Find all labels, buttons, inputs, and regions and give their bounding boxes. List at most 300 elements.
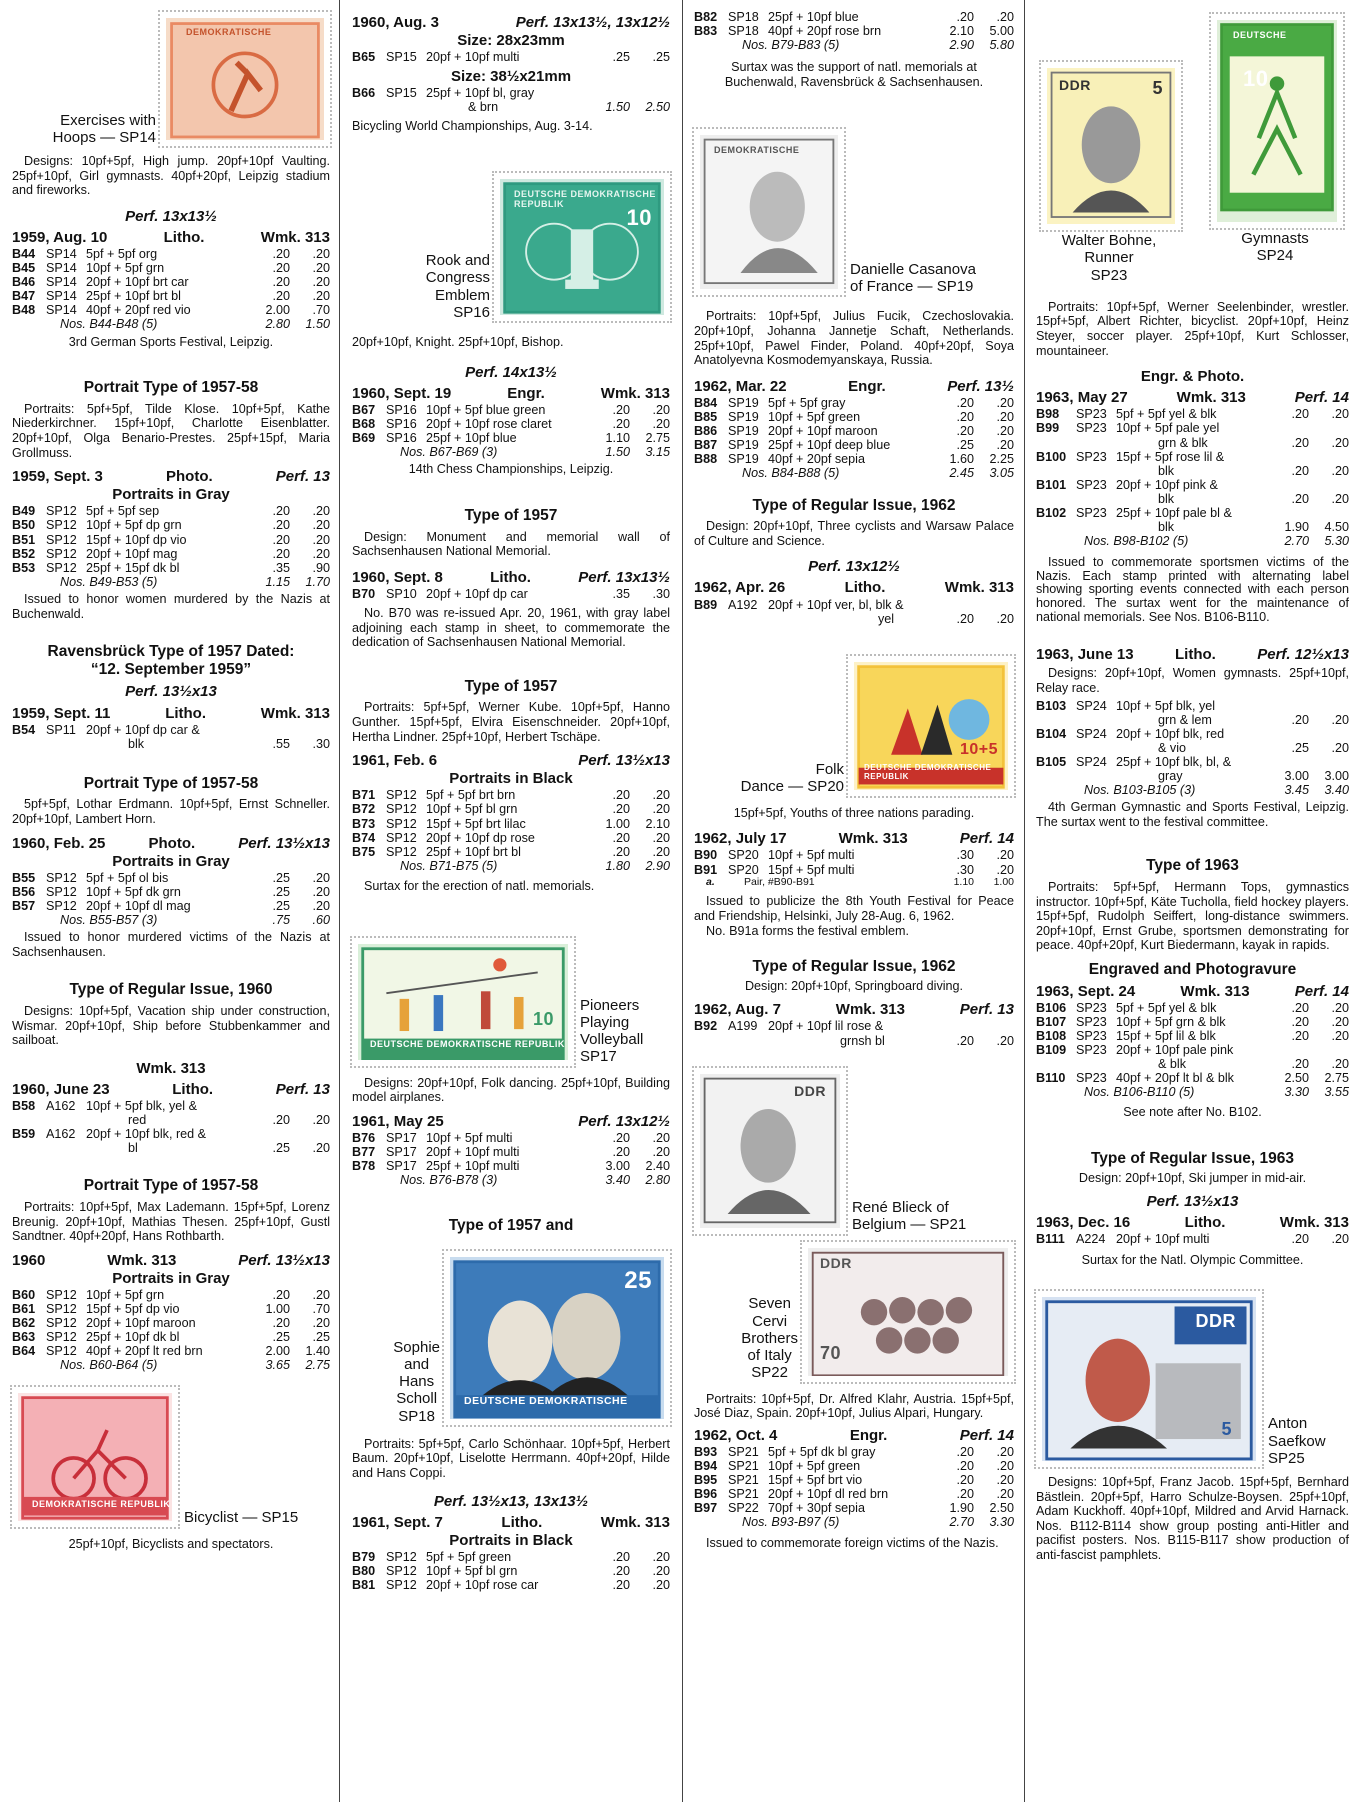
listing-row bbox=[1036, 478, 1349, 506]
portraits-text: Portraits: 5pf+5pf, Tilde Klose. 10pf+5pf, Kathe Niederkirchner. 15pf+10pf, Charlotte Eisenblatter. 20pf+10pf, Olga Benario-Prestes. 25pf+15pf, Maria Grollmuss. bbox=[12, 401, 330, 460]
issue-heading: 1963, May 27 Wmk. 313 Perf. 14 bbox=[1036, 389, 1349, 407]
listing-row bbox=[694, 1473, 1014, 1487]
listing-table bbox=[12, 1288, 330, 1358]
cell-v: .25 bbox=[1291, 740, 1309, 755]
listing-table bbox=[1036, 699, 1349, 784]
issue-heading: 1962, Apr. 26 Litho. Wmk. 313 bbox=[694, 579, 1014, 597]
stamp-image-sp17 bbox=[352, 938, 574, 1066]
stamp-text: DDR bbox=[1059, 77, 1091, 93]
cell-d: 40pf + 20pf rose brn bbox=[768, 24, 882, 39]
listing-row bbox=[694, 396, 1014, 410]
cell-v: .30 bbox=[956, 848, 974, 863]
cell-u: 2.25 bbox=[989, 452, 1014, 467]
cell-u: 2.40 bbox=[645, 1158, 670, 1173]
cell-v: .20 bbox=[956, 1444, 974, 1459]
column-4 bbox=[1036, 10, 1349, 1796]
cell-d: 40pf + 20pf sepia bbox=[768, 452, 865, 467]
listing-row: B65 SP15 20pf + 10pf multi .25 .25 bbox=[352, 50, 670, 65]
listing-row bbox=[352, 1578, 670, 1592]
cell-t: SP23 bbox=[1076, 477, 1107, 492]
figure-sp14 bbox=[12, 12, 330, 146]
designs-text: 15pf+5pf, Youths of three nations parading. bbox=[733, 805, 975, 820]
cell-t: SP23 bbox=[1076, 1071, 1107, 1086]
listing-row bbox=[694, 424, 1014, 438]
cell-d: 10pf + 5pf green bbox=[768, 410, 861, 425]
stamp-image-sp23 bbox=[1041, 62, 1181, 230]
cell-n: B52 bbox=[12, 546, 36, 561]
cell-u: .20 bbox=[996, 424, 1014, 439]
cell-d: 5pf + 5pf yel & blk bbox=[1116, 407, 1217, 422]
cell-n: B79 bbox=[352, 1549, 376, 1564]
cell-d: 25pf + 10pf blue bbox=[426, 431, 517, 446]
cell-d: 20pf + 10pf brt car bbox=[86, 275, 189, 290]
cell-n: B101 bbox=[1036, 477, 1067, 492]
perf-heading: Perf. 13½x13, 13x13½ bbox=[433, 1492, 589, 1510]
cell-d: 10pf + 5pf multi bbox=[426, 1130, 513, 1145]
cell-t: SP12 bbox=[386, 830, 417, 845]
cell-u: .20 bbox=[1331, 712, 1349, 727]
cell-d: 25pf + 10pf blk, bl, & bbox=[1116, 754, 1232, 769]
listing-row bbox=[352, 403, 670, 417]
cell-t: SP12 bbox=[46, 1316, 77, 1331]
issue-heading: 1959, Sept. 3 Photo. Perf. 13 bbox=[12, 468, 330, 486]
figure-sp18 bbox=[352, 1251, 670, 1425]
cell-n: B84 bbox=[694, 395, 718, 410]
cell-v: .20 bbox=[1291, 712, 1309, 727]
cell-n: B49 bbox=[12, 504, 36, 519]
portraits-text: Portraits: 10pf+5pf, Dr. Alfred Klahr, Austria. 15pf+5pf, José Diaz, Spain. 20pf+10pf, Julius Alpari, Hungary. bbox=[694, 1391, 1014, 1421]
cell-u: .20 bbox=[1331, 1014, 1349, 1029]
listing-table bbox=[12, 247, 330, 317]
section-heading: Type of Regular Issue, 1962 bbox=[752, 958, 956, 976]
cell-u: .20 bbox=[652, 402, 670, 417]
subheading: Portraits in Black bbox=[449, 1531, 573, 1549]
listing-row bbox=[1036, 755, 1349, 783]
cell-v: .20 bbox=[272, 275, 290, 290]
cell-v: .20 bbox=[612, 830, 630, 845]
issue-note: Issued to commemorate foreign victims of the Nazis. bbox=[706, 1535, 999, 1550]
cell-v: .20 bbox=[1291, 1014, 1309, 1029]
cell-v: .20 bbox=[612, 417, 630, 432]
cell-t: A162 bbox=[46, 1099, 76, 1113]
figure-caption: Pioneers Playing Volleyball SP17 bbox=[580, 996, 644, 1066]
cell-d: 20pf + 10pf rose car bbox=[426, 1578, 539, 1593]
cell-n: B63 bbox=[12, 1330, 36, 1345]
cell-d: 10pf + 5pf bl grn bbox=[426, 802, 518, 817]
cell-u: .20 bbox=[1331, 407, 1349, 422]
cell-d: 25pf + 10pf multi bbox=[426, 1158, 520, 1173]
listing-row bbox=[12, 261, 330, 275]
designs-text: Designs: 20pf+10pf, Women gymnasts. 25pf+10pf, Relay race. bbox=[1036, 666, 1349, 695]
cell-v: .20 bbox=[1291, 1057, 1309, 1072]
stamp-value: 10 bbox=[626, 205, 652, 231]
issue-note: 4th German Gymnastic and Sports Festival, Leipzig. The surtax went to the festival committee. bbox=[1036, 800, 1349, 829]
stamp-text: DEUTSCHE DEMOKRATISCHE REPUBLIK bbox=[864, 762, 992, 781]
listing-row bbox=[352, 1131, 670, 1145]
cell-t: SP18 bbox=[728, 10, 759, 24]
cell-u: .90 bbox=[312, 560, 330, 575]
column-1 bbox=[12, 10, 330, 1796]
listing-row bbox=[12, 871, 330, 885]
total-row: Nos. B60-B64 (5) 3.65 2.75 bbox=[60, 1358, 330, 1373]
cell-d: 5pf + 5pf brt brn bbox=[426, 788, 516, 803]
listing-table bbox=[352, 788, 670, 858]
listing-row bbox=[352, 1159, 670, 1173]
cell-n: B93 bbox=[694, 1444, 718, 1459]
issue-heading: 1961, May 25 Perf. 13x12½ bbox=[352, 1112, 670, 1130]
cell-d: 10pf + 5pf blk, yel & bbox=[86, 1099, 197, 1113]
cell-n: B98 bbox=[1036, 407, 1060, 422]
cell-t: SP12 bbox=[46, 546, 77, 561]
cell-v: .20 bbox=[612, 844, 630, 859]
designs-text: Design: 20pf+10pf, Springboard diving. bbox=[744, 978, 964, 993]
cell-t: SP23 bbox=[1076, 1028, 1107, 1043]
designs-text: 25pf+10pf, Bicyclists and spectators. bbox=[68, 1536, 274, 1551]
listing-row bbox=[1036, 1029, 1349, 1043]
stamp-text: DDR bbox=[794, 1082, 826, 1099]
issue-heading: 1963, June 13 Litho. Perf. 12½x13 bbox=[1036, 646, 1349, 664]
listing-row bbox=[12, 1099, 330, 1127]
cell-n: B97 bbox=[694, 1501, 718, 1516]
listing-row bbox=[694, 1487, 1014, 1501]
cell-v: .20 bbox=[1291, 435, 1309, 450]
cell-t: SP12 bbox=[46, 870, 77, 885]
total-row: Nos. B76-B78 (3) 3.40 2.80 bbox=[400, 1173, 670, 1188]
issue-note: Surtax for the Natl. Olympic Committee. bbox=[1081, 1252, 1304, 1267]
cell-t: SP23 bbox=[1076, 505, 1107, 520]
cell-d: 20pf + 10pf dl red brn bbox=[768, 1487, 889, 1502]
listing-row bbox=[352, 845, 670, 859]
cell-v: 1.90 bbox=[949, 1501, 974, 1516]
figure-caption: Sophie and Hans Scholl SP18 bbox=[393, 1338, 440, 1425]
designs-text: Designs: 10pf+5pf, High jump. 20pf+10pf Vaulting. 25pf+10pf, Girl gymnasts. 40pf+20pf, Leipzig stadium and fireworks. bbox=[12, 154, 330, 198]
listing-row bbox=[352, 1550, 670, 1564]
stamp-text: DEMOKRATISCHE bbox=[186, 27, 272, 37]
figure-row-sp23-sp24 bbox=[1036, 10, 1349, 284]
cell-t: SP12 bbox=[46, 532, 77, 547]
cell-u: .20 bbox=[312, 504, 330, 519]
cell-t: SP19 bbox=[728, 438, 759, 453]
cell-n: B80 bbox=[352, 1563, 376, 1578]
cell-n: B103 bbox=[1036, 698, 1067, 713]
cell-n: B47 bbox=[12, 289, 36, 304]
cell-d2: & vio bbox=[1158, 740, 1186, 755]
figure-caption: Exercises with Hoops — SP14 bbox=[52, 111, 156, 146]
figure-sp19 bbox=[694, 129, 1014, 295]
stamp-image-sp20 bbox=[848, 656, 1014, 796]
cell-t: A162 bbox=[46, 1127, 76, 1142]
cell-t: SP21 bbox=[728, 1473, 759, 1488]
cell-n: B59 bbox=[12, 1127, 36, 1142]
stamp-image-sp18 bbox=[444, 1251, 670, 1425]
cell-n: B48 bbox=[12, 303, 36, 318]
listing-row bbox=[1036, 1071, 1349, 1085]
cell-v: .20 bbox=[956, 410, 974, 425]
cell-u: .20 bbox=[996, 1444, 1014, 1459]
cell-d: 5pf + 5pf green bbox=[426, 1549, 512, 1564]
cell-u: .20 bbox=[312, 532, 330, 547]
listing-row bbox=[1036, 1043, 1349, 1071]
cell-t: SP19 bbox=[728, 395, 759, 410]
cell-v: .20 bbox=[612, 1578, 630, 1593]
cell-t: SP12 bbox=[386, 802, 417, 817]
issue-heading: 1962, Oct. 4 Engr. Perf. 14 bbox=[694, 1426, 1014, 1444]
cell-d: 40pf + 20pf lt red brn bbox=[86, 1344, 203, 1359]
cell-t: SP23 bbox=[1076, 421, 1107, 436]
figure-caption: Danielle Casanova of France — SP19 bbox=[850, 260, 976, 296]
cell-v: 3.00 bbox=[605, 1158, 630, 1173]
issue-note: No. B70 was re-issued Apr. 20, 1961, with gray label adjoining each stamp in sheet, to commemorate the dedication of Sachsenhausen National Memorial. bbox=[352, 605, 670, 650]
issue-note: Issued to commemorate sportsmen victims of the Nazis. Each stamp printed with alternating label showing sporting events connected with each person honored. The surtax went for the maintenance of national memorials. See Nos. B106-B110. bbox=[1036, 555, 1349, 624]
cell-t: SP12 bbox=[386, 844, 417, 859]
stamp-text: DDR bbox=[1195, 1311, 1236, 1332]
portraits-text: 5pf+5pf, Lothar Erdmann. 10pf+5pf, Ernst Schneller. 20pf+10pf, Lambert Horn. bbox=[12, 797, 330, 827]
listing-row bbox=[352, 802, 670, 816]
cell-u: .20 bbox=[996, 848, 1014, 863]
listing-row bbox=[12, 1316, 330, 1330]
section-heading: Type of 1957 and bbox=[448, 1217, 574, 1235]
issue-heading: 1960, Sept. 19 Engr. Wmk. 313 bbox=[352, 384, 670, 402]
column-divider bbox=[339, 0, 340, 1802]
cell-u: .20 bbox=[312, 546, 330, 561]
listing-table bbox=[694, 848, 1014, 876]
stamp-text: DEUTSCHE bbox=[1233, 30, 1287, 40]
cell-d: 25pf + 10pf deep blue bbox=[768, 438, 891, 453]
cell-d: 10pf + 5pf pale yel bbox=[1116, 421, 1220, 436]
cell-t: SP21 bbox=[728, 1459, 759, 1474]
cell-t: SP12 bbox=[46, 1330, 77, 1345]
cell-u: 5.00 bbox=[989, 24, 1014, 39]
cell-u: .20 bbox=[652, 802, 670, 817]
cell-n: B85 bbox=[694, 410, 718, 425]
cell-d: 15pf + 5pf dp vio bbox=[86, 1302, 180, 1317]
cell-d: 10pf + 5pf blk, yel bbox=[1116, 698, 1216, 713]
designs-text: 20pf+10pf, Knight. 25pf+10pf, Bishop. bbox=[352, 335, 564, 350]
cell-t: SP12 bbox=[46, 899, 77, 913]
cell-v: .20 bbox=[612, 802, 630, 817]
cell-n: B107 bbox=[1036, 1014, 1067, 1029]
listing-row bbox=[1036, 421, 1349, 449]
cell-v: .30 bbox=[956, 862, 974, 877]
cell-u: .70 bbox=[312, 303, 330, 318]
listing-table bbox=[352, 1550, 670, 1592]
figure-sp15 bbox=[12, 1387, 330, 1527]
cell-t: SP19 bbox=[728, 424, 759, 439]
figure-caption: Rook and Congress Emblem SP16 bbox=[425, 252, 490, 321]
cell-d: 10pf + 5pf dk grn bbox=[86, 884, 181, 899]
cell-d2: bl bbox=[128, 1141, 138, 1156]
cell-v: .20 bbox=[956, 395, 974, 410]
cell-u: 2.50 bbox=[989, 1501, 1014, 1516]
cell-d2: grn & blk bbox=[1158, 435, 1208, 450]
cell-u: .20 bbox=[312, 275, 330, 290]
cell-n: B88 bbox=[694, 452, 718, 467]
cell-v: .35 bbox=[272, 560, 290, 575]
cell-v: 1.00 bbox=[265, 1302, 290, 1317]
section-heading: Portrait Type of 1957-58 bbox=[83, 774, 259, 792]
cell-u: .20 bbox=[312, 1288, 330, 1302]
issue-heading: 1959, Sept. 11 Litho. Wmk. 313 bbox=[12, 704, 330, 722]
issue-note: Bicycling World Championships, Aug. 3-14. bbox=[352, 118, 593, 133]
cell-u: .20 bbox=[1331, 740, 1349, 755]
issue-heading: 1960, Sept. 8 Litho. Perf. 13x13½ bbox=[352, 568, 670, 586]
listing-row bbox=[352, 817, 670, 831]
designs-text: Design: Monument and memorial wall of Sachsenhausen National Memorial. bbox=[352, 529, 670, 559]
cell-t: SP23 bbox=[1076, 1014, 1107, 1029]
cell-u: .20 bbox=[312, 261, 330, 276]
stamp-text: DEMOKRATISCHE REPUBLIK bbox=[32, 1499, 171, 1510]
cell-u: .20 bbox=[1331, 1028, 1349, 1043]
figure-caption: Gymnasts SP24 bbox=[1241, 230, 1309, 265]
stamp-value: 70 bbox=[820, 1343, 842, 1364]
cell-u: .25 bbox=[312, 1330, 330, 1345]
cell-u: .20 bbox=[312, 1113, 330, 1128]
cell-n: B58 bbox=[12, 1099, 36, 1113]
cell-v: .20 bbox=[272, 504, 290, 519]
cell-t: SP12 bbox=[46, 1288, 77, 1302]
cell-n: B78 bbox=[352, 1158, 376, 1173]
listing-row bbox=[694, 1445, 1014, 1459]
cell-d: 15pf + 5pf brt lilac bbox=[426, 816, 526, 831]
cell-v: .20 bbox=[956, 10, 974, 24]
cell-n: B81 bbox=[352, 1578, 376, 1593]
portraits-text: Portraits: 10pf+5pf, Max Lademann. 15pf+5pf, Lorenz Breunig. 20pf+10pf, Mathias Thesen. 25pf+10pf, Gustl Sandtner. 40pf+20pf, Hans Rothbarth. bbox=[12, 1200, 330, 1244]
issue-note: Surtax for the erection of natl. memorials. bbox=[364, 878, 595, 893]
total-row: Nos. B106-B110 (5) 3.30 3.55 bbox=[1084, 1085, 1349, 1100]
cell-t: SP12 bbox=[386, 1578, 417, 1593]
listing-table bbox=[1036, 407, 1349, 534]
cell-t: SP12 bbox=[46, 504, 77, 519]
cell-n: B45 bbox=[12, 261, 36, 276]
cell-d: 20pf + 10pf dl mag bbox=[86, 899, 191, 913]
listing-row: B66 SP15 25pf + 10pf bl, gray & brn 1.50 2.50 bbox=[352, 86, 670, 115]
cell-d: 15pf + 5pf lil & blk bbox=[1116, 1028, 1216, 1043]
listing-row bbox=[12, 289, 330, 303]
subheading: Engr. & Photo. bbox=[1140, 368, 1245, 386]
cell-n: B86 bbox=[694, 424, 718, 439]
subheading: Portraits in Black bbox=[449, 770, 573, 788]
cell-u: .20 bbox=[996, 438, 1014, 453]
cell-n: B57 bbox=[12, 899, 36, 913]
cell-n: B94 bbox=[694, 1459, 718, 1474]
cell-t: SP24 bbox=[1076, 698, 1107, 713]
cell-u: .20 bbox=[1331, 463, 1349, 478]
listing-row bbox=[12, 275, 330, 289]
issue-heading: 1959, Aug. 10 Litho. Wmk. 313 bbox=[12, 228, 330, 246]
cell-u: .20 bbox=[652, 1563, 670, 1578]
cell-u: .20 bbox=[652, 1144, 670, 1159]
cell-d: 40pf + 20pf lt bl & blk bbox=[1116, 1071, 1234, 1086]
cell-d: 10pf + 5pf grn bbox=[86, 1288, 165, 1302]
cell-u: .20 bbox=[996, 1459, 1014, 1474]
cell-u: .70 bbox=[312, 1302, 330, 1317]
listing-row: B111 A224 20pf + 10pf multi .20 .20 bbox=[1036, 1232, 1349, 1247]
stamp-image-sp22 bbox=[802, 1242, 1014, 1382]
cell-d: 20pf + 10pf dp rose bbox=[426, 830, 535, 845]
cell-t: SP12 bbox=[386, 1563, 417, 1578]
perf-heading: Perf. 14x13½ bbox=[465, 363, 557, 381]
figure-sp20 bbox=[694, 656, 1014, 796]
listing-row bbox=[12, 504, 330, 518]
total-row: Nos. B103-B105 (3) 3.45 3.40 bbox=[1084, 783, 1349, 798]
cell-u: 4.50 bbox=[1324, 520, 1349, 535]
section-heading: Type of 1957 bbox=[464, 506, 558, 524]
perf-heading: Perf. 13½x13 bbox=[1146, 1193, 1239, 1211]
issue-heading: 1962, Mar. 22 Engr. Perf. 13½ bbox=[694, 377, 1014, 395]
listing-row bbox=[352, 1145, 670, 1159]
figure-sp21 bbox=[694, 1068, 1014, 1234]
listing-row bbox=[694, 10, 1014, 24]
cell-n: B95 bbox=[694, 1473, 718, 1488]
listing-row: B54 SP11 20pf + 10pf dp car & blk .55 .30 bbox=[12, 722, 330, 751]
cell-d: 10pf + 5pf grn bbox=[86, 261, 165, 276]
cell-v: .20 bbox=[272, 518, 290, 533]
cell-u: .20 bbox=[1331, 491, 1349, 506]
issue-heading: 1962, Aug. 7 Wmk. 313 Perf. 13 bbox=[694, 1001, 1014, 1019]
listing-row bbox=[12, 547, 330, 561]
cell-d: 10pf + 5pf blue green bbox=[426, 402, 546, 417]
cell-v: .20 bbox=[612, 788, 630, 803]
cell-d: 25pf + 10pf brt bl bbox=[426, 844, 521, 859]
subheading: Size: 28x23mm bbox=[457, 32, 565, 50]
cell-n: B69 bbox=[352, 431, 376, 446]
cell-u: 1.40 bbox=[305, 1344, 330, 1359]
cell-d: 20pf + 10pf pale pink bbox=[1116, 1043, 1234, 1057]
section-heading: Type of Regular Issue, 1962 bbox=[752, 496, 956, 514]
cell-n: B51 bbox=[12, 532, 36, 547]
cell-n: B50 bbox=[12, 518, 36, 533]
stamp-image-sp15 bbox=[12, 1387, 178, 1527]
figure-caption: Walter Bohne, Runner SP23 bbox=[1061, 232, 1157, 284]
total-row: Nos. B67-B69 (3) 1.50 3.15 bbox=[400, 445, 670, 460]
stamp-value: 10 bbox=[1243, 66, 1269, 91]
cell-d: 25pf + 10pf dk bl bbox=[86, 1330, 180, 1345]
cell-u: .20 bbox=[312, 246, 330, 261]
cell-d: 25pf + 10pf brt bl bbox=[86, 289, 181, 304]
cell-d: 15pf + 5pf rose lil & bbox=[1116, 449, 1225, 464]
cell-v: .25 bbox=[272, 1141, 290, 1156]
cell-n: B110 bbox=[1036, 1071, 1066, 1086]
cell-d: 5pf + 5pf dk bl gray bbox=[768, 1444, 876, 1459]
issue-heading: 1960 Wmk. 313 Perf. 13½x13 bbox=[12, 1251, 330, 1269]
cell-u: .20 bbox=[996, 862, 1014, 877]
cell-d2: & blk bbox=[1158, 1057, 1186, 1072]
cell-n: B102 bbox=[1036, 505, 1067, 520]
figure-sp23 bbox=[1036, 62, 1186, 284]
cell-n: B99 bbox=[1036, 421, 1060, 436]
subheading: Portraits in Gray bbox=[112, 486, 230, 504]
section-heading: Type of 1963 bbox=[1146, 857, 1239, 875]
designs-text: Design: 20pf+10pf, Ski jumper in mid-air. bbox=[1078, 1170, 1307, 1185]
cell-t: SP12 bbox=[46, 560, 77, 575]
stamp-image-sp24 bbox=[1211, 14, 1343, 228]
issue-note: No. B91a forms the festival emblem. bbox=[706, 923, 909, 938]
cell-n: B44 bbox=[12, 246, 36, 261]
listing-row bbox=[694, 1459, 1014, 1473]
cell-v: .20 bbox=[956, 1459, 974, 1474]
cell-v: .25 bbox=[272, 884, 290, 899]
cell-v: 2.10 bbox=[949, 24, 974, 39]
section-heading: Type of Regular Issue, 1963 bbox=[1090, 1149, 1294, 1167]
listing-row bbox=[12, 1344, 330, 1358]
cell-d: 20pf + 10pf multi bbox=[426, 1144, 520, 1159]
cell-u: .20 bbox=[312, 518, 330, 533]
issue-note: 3rd German Sports Festival, Leipzig. bbox=[68, 334, 274, 349]
cell-t: SP21 bbox=[728, 1487, 759, 1502]
portraits-text: Portraits: 5pf+5pf, Hermann Tops, gymnastics instructor. 10pf+5pf, Käte Tucholla, field hockey players. 15pf+5pf, Rudolph Seiffert, long-distance swimmers. 20pf+10pf, Ernst Grube, sportsmen demonstrating for peace. 40pf+20pf, Kurt Biedermann, kayak in rapids. bbox=[1036, 880, 1349, 953]
listing-row bbox=[352, 1564, 670, 1578]
cell-n: B83 bbox=[694, 24, 718, 39]
